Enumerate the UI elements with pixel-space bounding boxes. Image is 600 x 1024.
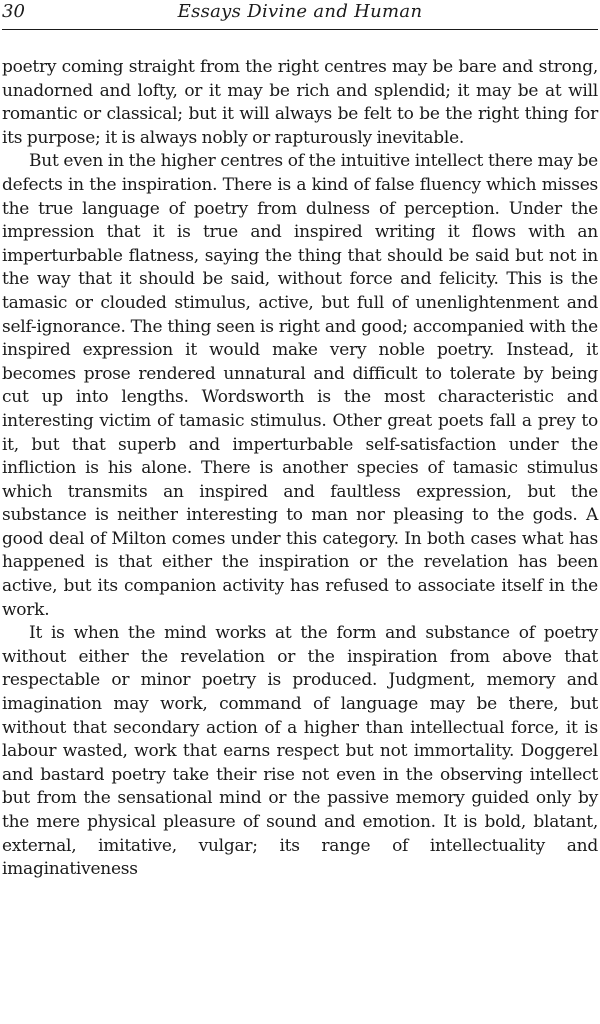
header-rule	[2, 29, 598, 30]
running-head	[2, 0, 598, 28]
running-title: Essays Divine and Human	[177, 1, 423, 22]
body-text	[2, 56, 598, 882]
paragraph: It is when the mind works at the form and substance of poetry without either the revelation or the inspiration from above that respectable or minor poetry is produced. Judgment, memory and imagination may work, command of language may be there, but without that secondary action of a higher than intellectual force, it is labour wasted, work that earns respect but not immortality. Doggerel and bastard poetry take their rise not even in the observing intellect but from the sensational mind or the passive memory guided only by the mere physical pleasure of sound and emotion. It is bold, blatant, external, imitative, vulgar; its range of intellectuality and imaginativeness	[2, 623, 598, 880]
paragraph: But even in the higher centres of the intuitive intellect there may be defects in the inspiration. There is a kind of false fluency which misses the true language of poetry from dulness of perception. Under the impression that it is true and inspired writing it flows with an imperturbable flatness, saying the thing that should be said but not in the way that it should be said, without force and felicity. This is the tamasic or clouded stimulus, active, but full of unenlightenment and self-ignorance. The thing seen is right and good; accompanied with the inspired expression it would make very noble poetry. Instead, it becomes prose rendered unnatural and difficult to tolerate by being cut up into lengths. Wordsworth is the most characteristic and interesting victim of tamasic stimulus. Other great poets fall a prey to it, but that superb and imperturbable self-satisfaction under the infliction is his alone. There is another species of tamasic stimulus which transmits an inspired and faultless expression, but the substance is neither interesting to man nor pleasing to the gods. A good deal of Milton comes under this category. In both cases what has happened is that either the inspiration or the revelation has been active, but its companion activity has refused to associate itself in the work.	[2, 151, 598, 620]
page-number: 30	[2, 1, 25, 22]
paragraph-continued: poetry coming straight from the right centres may be bare and strong, unadorned and lofty, or it may be rich and splendid; it may be at will romantic or classical; but it will always be felt to be the right thing for its purpose; it is always nobly or rapturously inevitable.	[2, 57, 598, 148]
